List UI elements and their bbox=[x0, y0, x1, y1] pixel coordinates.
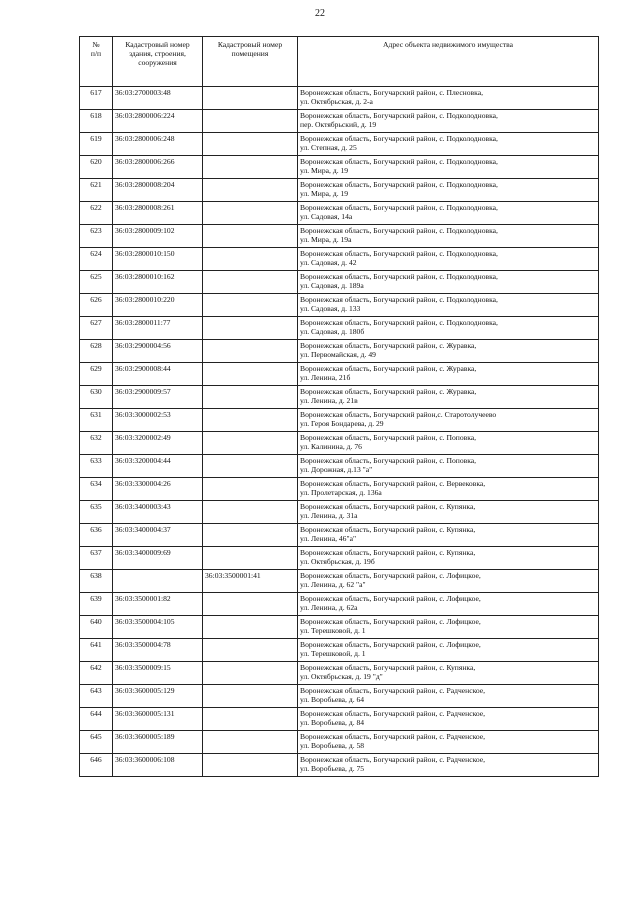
address-line-2: ул. Ленина, 46"а" bbox=[300, 534, 357, 544]
address-cell bbox=[298, 294, 599, 317]
address-line-2: ул. Первомайская, д. 49 bbox=[300, 350, 376, 360]
address-line-2: ул. Терешковой, д. 1 bbox=[300, 626, 366, 636]
row-number: 622 bbox=[80, 202, 113, 225]
address-line-2: пер. Октябрьский, д. 19 bbox=[300, 120, 377, 130]
table-row bbox=[80, 294, 599, 317]
header-num: № п/п bbox=[80, 37, 113, 87]
table-row bbox=[80, 110, 599, 133]
address-cell bbox=[298, 754, 599, 777]
address-cell bbox=[298, 593, 599, 616]
building-cadastral-number: 36:03:3200004:44 bbox=[113, 455, 203, 478]
table-row bbox=[80, 547, 599, 570]
room-cadastral-number bbox=[203, 386, 298, 409]
building-cadastral-number: 36:03:2800010:220 bbox=[113, 294, 203, 317]
building-cadastral-number: 36:03:2800008:261 bbox=[113, 202, 203, 225]
table-row bbox=[80, 432, 599, 455]
address-cell bbox=[298, 570, 599, 593]
row-number: 623 bbox=[80, 225, 113, 248]
table-row bbox=[80, 662, 599, 685]
room-cadastral-number bbox=[203, 639, 298, 662]
address-line-2: ул. Пролетарская, д. 136а bbox=[300, 488, 382, 498]
table-row bbox=[80, 248, 599, 271]
table-row bbox=[80, 616, 599, 639]
row-number: 643 bbox=[80, 685, 113, 708]
room-cadastral-number bbox=[203, 616, 298, 639]
row-number: 641 bbox=[80, 639, 113, 662]
table-row bbox=[80, 731, 599, 754]
address-cell bbox=[298, 202, 599, 225]
building-cadastral-number: 36:03:2900009:57 bbox=[113, 386, 203, 409]
header-building-cadastral: Кадастровый номер здания, строения, сооружения bbox=[113, 37, 203, 87]
address-line-1: Воронежская область, Богучарский район, с. Подколодновка, bbox=[300, 272, 498, 281]
address-cell bbox=[298, 271, 599, 294]
building-cadastral-number: 36:03:3400003:43 bbox=[113, 501, 203, 524]
address-line-2: ул. Калинина, д. 76 bbox=[300, 442, 362, 452]
row-number: 624 bbox=[80, 248, 113, 271]
building-cadastral-number bbox=[113, 570, 203, 593]
row-number: 618 bbox=[80, 110, 113, 133]
address-line-1: Воронежская область, Богучарский район, с. Подколодновка, bbox=[300, 180, 498, 189]
address-line-1: Воронежская область, Богучарский район, с. Журавка, bbox=[300, 364, 477, 373]
table-row bbox=[80, 317, 599, 340]
address-line-1: Воронежская область, Богучарский район, с. Купянка, bbox=[300, 525, 476, 534]
address-line-1: Воронежская область, Богучарский район, с. Подколодновка, bbox=[300, 249, 498, 258]
address-cell bbox=[298, 639, 599, 662]
row-number: 626 bbox=[80, 294, 113, 317]
address-cell bbox=[298, 685, 599, 708]
room-cadastral-number bbox=[203, 708, 298, 731]
room-cadastral-number bbox=[203, 225, 298, 248]
address-line-2: ул. Воробьева, д. 75 bbox=[300, 764, 365, 774]
address-cell bbox=[298, 409, 599, 432]
table-row bbox=[80, 639, 599, 662]
table-row bbox=[80, 455, 599, 478]
table-row bbox=[80, 271, 599, 294]
row-number: 627 bbox=[80, 317, 113, 340]
address-line-2: ул. Садовая, д. 42 bbox=[300, 258, 357, 268]
address-line-1: Воронежская область, Богучарский район, с. Подколодновка, bbox=[300, 318, 498, 327]
address-cell bbox=[298, 87, 599, 110]
room-cadastral-number bbox=[203, 409, 298, 432]
address-line-1: Воронежская область, Богучарский район, с. Радченское, bbox=[300, 755, 486, 764]
room-cadastral-number bbox=[203, 478, 298, 501]
address-line-2: ул. Воробьева, д. 58 bbox=[300, 741, 365, 751]
table-row bbox=[80, 363, 599, 386]
table-row bbox=[80, 754, 599, 777]
room-cadastral-number bbox=[203, 662, 298, 685]
address-line-1: Воронежская область, Богучарский район, с. Подколодновка, bbox=[300, 226, 498, 235]
building-cadastral-number: 36:03:3600005:189 bbox=[113, 731, 203, 754]
building-cadastral-number: 36:03:2900004:56 bbox=[113, 340, 203, 363]
address-line-2: ул. Мира, д. 19 bbox=[300, 189, 349, 199]
table-row bbox=[80, 156, 599, 179]
address-line-2: ул. Садовая, д. 189а bbox=[300, 281, 364, 291]
property-table bbox=[79, 36, 599, 777]
room-cadastral-number bbox=[203, 340, 298, 363]
building-cadastral-number: 36:03:3600005:131 bbox=[113, 708, 203, 731]
address-line-2: ул. Ленина, д. 62 "а" bbox=[300, 580, 366, 590]
row-number: 631 bbox=[80, 409, 113, 432]
building-cadastral-number: 36:03:2800006:266 bbox=[113, 156, 203, 179]
table-row bbox=[80, 478, 599, 501]
address-cell bbox=[298, 386, 599, 409]
address-cell bbox=[298, 110, 599, 133]
address-cell bbox=[298, 363, 599, 386]
room-cadastral-number bbox=[203, 294, 298, 317]
room-cadastral-number: 36:03:3500001:41 bbox=[203, 570, 298, 593]
building-cadastral-number: 36:03:3500001:82 bbox=[113, 593, 203, 616]
building-cadastral-number: 36:03:3600005:129 bbox=[113, 685, 203, 708]
building-cadastral-number: 36:03:2700003:48 bbox=[113, 87, 203, 110]
address-line-1: Воронежская область, Богучарский район, с. Подколодновка, bbox=[300, 203, 498, 212]
address-line-1: Воронежская область, Богучарский район, с. Вервековка, bbox=[300, 479, 486, 488]
table-body bbox=[80, 87, 599, 777]
address-line-2: ул. Героя Бондарева, д. 29 bbox=[300, 419, 384, 429]
address-line-1: Воронежская область, Богучарский район, с. Подколодновка, bbox=[300, 157, 498, 166]
address-line-2: ул. Мира, д. 19 bbox=[300, 166, 349, 176]
address-cell bbox=[298, 317, 599, 340]
row-number: 617 bbox=[80, 87, 113, 110]
row-number: 646 bbox=[80, 754, 113, 777]
room-cadastral-number bbox=[203, 179, 298, 202]
building-cadastral-number: 36:03:2800009:102 bbox=[113, 225, 203, 248]
building-cadastral-number: 36:03:3200002:49 bbox=[113, 432, 203, 455]
building-cadastral-number: 36:03:3400004:37 bbox=[113, 524, 203, 547]
row-number: 637 bbox=[80, 547, 113, 570]
room-cadastral-number bbox=[203, 87, 298, 110]
address-line-1: Воронежская область, Богучарский район, с. Купянка, bbox=[300, 663, 476, 672]
room-cadastral-number bbox=[203, 133, 298, 156]
building-cadastral-number: 36:03:3300004:26 bbox=[113, 478, 203, 501]
address-line-1: Воронежская область, Богучарский район, с. Журавка, bbox=[300, 387, 477, 396]
address-line-2: ул. Октябрьская, д. 2-а bbox=[300, 97, 373, 107]
address-line-1: Воронежская область, Богучарский район, с. Плесновка, bbox=[300, 88, 483, 97]
row-number: 630 bbox=[80, 386, 113, 409]
row-number: 620 bbox=[80, 156, 113, 179]
row-number: 635 bbox=[80, 501, 113, 524]
address-cell bbox=[298, 156, 599, 179]
room-cadastral-number bbox=[203, 271, 298, 294]
building-cadastral-number: 36:03:2800010:162 bbox=[113, 271, 203, 294]
table-row bbox=[80, 685, 599, 708]
room-cadastral-number bbox=[203, 202, 298, 225]
room-cadastral-number bbox=[203, 593, 298, 616]
address-cell bbox=[298, 432, 599, 455]
table-row bbox=[80, 202, 599, 225]
address-cell bbox=[298, 708, 599, 731]
address-cell bbox=[298, 340, 599, 363]
row-number: 639 bbox=[80, 593, 113, 616]
address-cell bbox=[298, 501, 599, 524]
room-cadastral-number bbox=[203, 501, 298, 524]
address-line-1: Воронежская область, Богучарский район, с. Журавка, bbox=[300, 341, 477, 350]
address-line-1: Воронежская область, Богучарский район, с. Подколодновка, bbox=[300, 295, 498, 304]
table-row bbox=[80, 593, 599, 616]
room-cadastral-number bbox=[203, 547, 298, 570]
address-line-1: Воронежская область, Богучарский район, с. Лофицкое, bbox=[300, 640, 481, 649]
building-cadastral-number: 36:03:3500004:78 bbox=[113, 639, 203, 662]
building-cadastral-number: 36:03:3600006:108 bbox=[113, 754, 203, 777]
room-cadastral-number bbox=[203, 317, 298, 340]
table-row bbox=[80, 409, 599, 432]
table-row bbox=[80, 708, 599, 731]
row-number: 619 bbox=[80, 133, 113, 156]
room-cadastral-number bbox=[203, 754, 298, 777]
address-line-2: ул. Садовая, 14а bbox=[300, 212, 353, 222]
building-cadastral-number: 36:03:3400009:69 bbox=[113, 547, 203, 570]
table-row bbox=[80, 524, 599, 547]
address-line-2: ул. Дорожная, д.13 "а" bbox=[300, 465, 373, 475]
address-line-1: Воронежская область, Богучарский район, с. Радченское, bbox=[300, 686, 486, 695]
room-cadastral-number bbox=[203, 455, 298, 478]
table-row bbox=[80, 87, 599, 110]
address-line-2: ул. Степная, д. 25 bbox=[300, 143, 357, 153]
row-number: 638 bbox=[80, 570, 113, 593]
address-line-2: ул. Ленина, 21б bbox=[300, 373, 351, 383]
address-line-2: ул. Садовая, д. 133 bbox=[300, 304, 361, 314]
address-cell bbox=[298, 662, 599, 685]
address-line-2: ул. Октябрьская, д. 19 "д" bbox=[300, 672, 383, 682]
room-cadastral-number bbox=[203, 363, 298, 386]
address-line-2: ул. Терешковой, д. 1 bbox=[300, 649, 366, 659]
address-line-1: Воронежская область, Богучарский район, с. Лофицкое, bbox=[300, 571, 481, 580]
address-line-2: ул. Мира, д. 19а bbox=[300, 235, 352, 245]
address-line-2: ул. Воробьева, д. 84 bbox=[300, 718, 365, 728]
building-cadastral-number: 36:03:3500004:105 bbox=[113, 616, 203, 639]
address-cell bbox=[298, 225, 599, 248]
room-cadastral-number bbox=[203, 248, 298, 271]
table-row bbox=[80, 340, 599, 363]
building-cadastral-number: 36:03:3500009:15 bbox=[113, 662, 203, 685]
building-cadastral-number: 36:03:2800010:150 bbox=[113, 248, 203, 271]
address-line-1: Воронежская область, Богучарский район, с. Радченское, bbox=[300, 732, 486, 741]
address-cell bbox=[298, 731, 599, 754]
page-number: 22 bbox=[315, 8, 325, 19]
table-row bbox=[80, 225, 599, 248]
header-address: Адрес объекта недвижимого имущества bbox=[298, 37, 599, 87]
address-line-1: Воронежская область, Богучарский район, с. Радченское, bbox=[300, 709, 486, 718]
address-line-1: Воронежская область, Богучарский район, с. Поповка, bbox=[300, 433, 477, 442]
address-line-1: Воронежская область, Богучарский район, с. Купянка, bbox=[300, 548, 476, 557]
address-line-2: ул. Ленина, д. 31а bbox=[300, 511, 358, 521]
room-cadastral-number bbox=[203, 731, 298, 754]
building-cadastral-number: 36:03:2800006:224 bbox=[113, 110, 203, 133]
row-number: 628 bbox=[80, 340, 113, 363]
building-cadastral-number: 36:03:2900008:44 bbox=[113, 363, 203, 386]
address-line-1: Воронежская область, Богучарский район, с. Поповка, bbox=[300, 456, 477, 465]
address-cell bbox=[298, 455, 599, 478]
address-cell bbox=[298, 179, 599, 202]
row-number: 625 bbox=[80, 271, 113, 294]
address-cell bbox=[298, 524, 599, 547]
row-number: 636 bbox=[80, 524, 113, 547]
address-line-2: ул. Садовая, д. 180б bbox=[300, 327, 365, 337]
address-line-1: Воронежская область, Богучарский район, с. Подколодновка, bbox=[300, 134, 498, 143]
address-line-1: Воронежская область, Богучарский район, с. Купянка, bbox=[300, 502, 476, 511]
building-cadastral-number: 36:03:2800008:204 bbox=[113, 179, 203, 202]
row-number: 632 bbox=[80, 432, 113, 455]
row-number: 629 bbox=[80, 363, 113, 386]
room-cadastral-number bbox=[203, 432, 298, 455]
row-number: 644 bbox=[80, 708, 113, 731]
header-room-cadastral: Кадастровый номер помещения bbox=[203, 37, 298, 87]
table-row bbox=[80, 386, 599, 409]
row-number: 634 bbox=[80, 478, 113, 501]
address-line-2: ул. Ленина, д. 21в bbox=[300, 396, 358, 406]
address-line-1: Воронежская область, Богучарский район,с. Старотолучеево bbox=[300, 410, 497, 419]
address-cell bbox=[298, 547, 599, 570]
room-cadastral-number bbox=[203, 156, 298, 179]
building-cadastral-number: 36:03:2800011:77 bbox=[113, 317, 203, 340]
building-cadastral-number: 36:03:2800006:248 bbox=[113, 133, 203, 156]
room-cadastral-number bbox=[203, 110, 298, 133]
table-row bbox=[80, 179, 599, 202]
row-number: 621 bbox=[80, 179, 113, 202]
row-number: 645 bbox=[80, 731, 113, 754]
table-row bbox=[80, 133, 599, 156]
row-number: 642 bbox=[80, 662, 113, 685]
address-line-2: ул. Ленина, д. 62а bbox=[300, 603, 358, 613]
address-line-2: ул. Октябрьская, д. 19б bbox=[300, 557, 375, 567]
address-line-2: ул. Воробьева, д. 64 bbox=[300, 695, 365, 705]
table-row bbox=[80, 501, 599, 524]
table-row bbox=[80, 570, 599, 593]
building-cadastral-number: 36:03:3000002:53 bbox=[113, 409, 203, 432]
row-number: 633 bbox=[80, 455, 113, 478]
address-cell bbox=[298, 248, 599, 271]
room-cadastral-number bbox=[203, 524, 298, 547]
address-line-1: Воронежская область, Богучарский район, с. Подколодновка, bbox=[300, 111, 498, 120]
address-cell bbox=[298, 478, 599, 501]
address-line-1: Воронежская область, Богучарский район, с. Лофицкое, bbox=[300, 594, 481, 603]
address-cell bbox=[298, 133, 599, 156]
room-cadastral-number bbox=[203, 685, 298, 708]
row-number: 640 bbox=[80, 616, 113, 639]
address-cell bbox=[298, 616, 599, 639]
table-header-row bbox=[80, 37, 599, 87]
address-line-1: Воронежская область, Богучарский район, с. Лофицкое, bbox=[300, 617, 481, 626]
